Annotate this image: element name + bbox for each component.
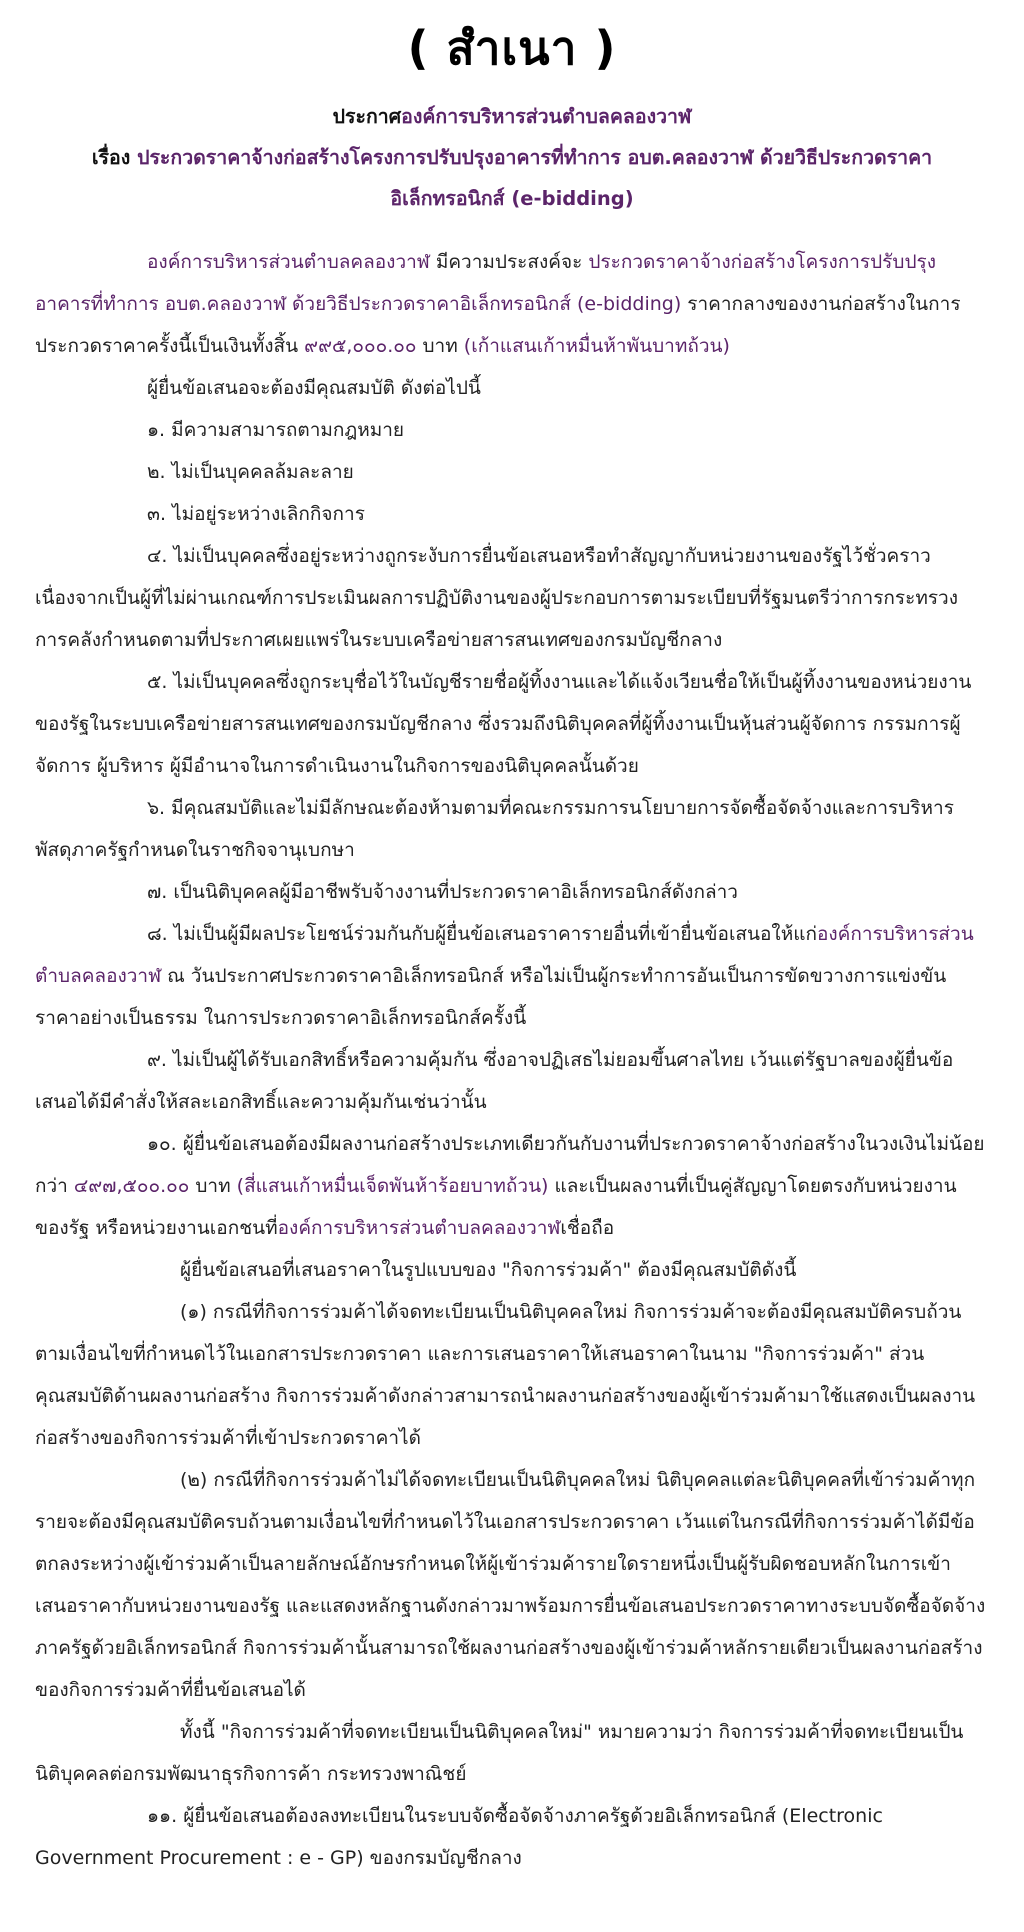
joint-venture-clause-2: (๒) กรณีที่กิจการร่วมค้าไม่ได้จดทะเบียนเป็นนิติบุคคลใหม่ นิติบุคคลแต่ละนิติบุคคลที่เข้าร่วมค้าทุกรายจะต้องมีคุณสมบัติครบถ้วนตามเงื่อนไขที่กำหนดไว้ในเอกสารประกวดราคา เว้นแต่ในกรณีที่กิจการร่วมค้าได้มีข้อตกลงระหว่างผู้เข้าร่วมค้าเป็นลายลักษณ์อักษรกำหนดให้ผู้เข้าร่วมค้ารายใดรายหนึ่งเป็นผู้รับผิดชอบหลักในการเข้าเสนอราคากับหน่วยงานของรัฐ และแสดงหลักฐานดังกล่าวมาพร้อมการยื่นข้อเสนอประกวดราคาทางระบบจัดซื้อจัดจ้างภาครัฐด้วยอิเล็กทรอนิกส์ กิจการร่วมค้านั้นสามารถใช้ผลงานก่อสร้างของผู้เข้าร่วมค้าหลักรายเดียวเป็นผลงานก่อสร้างของกิจการร่วมค้าที่ยื่นข้อเสนอได้ [35, 1469, 986, 1701]
joint-venture-definition: ทั้งนี้ "กิจการร่วมค้าที่จดทะเบียนเป็นนิติบุคคลใหม่" หมายความว่า กิจการร่วมค้าที่จดทะเบียนเป็นนิติบุคคลต่อกรมพัฒนาธุรกิจการค้า กระทรวงพาณิชย์ [35, 1721, 964, 1785]
copy-title: ( สำเนา ) [407, 21, 617, 75]
heading-org-name: องค์การบริหารส่วนตำบลคลองวาฬ [401, 105, 692, 128]
intro-org-name: องค์การบริหารส่วนตำบลคลองวาฬ [147, 251, 430, 273]
qualification-item-4: ๔. ไม่เป็นบุคคลซึ่งอยู่ระหว่างถูกระงับการยื่นข้อเสนอหรือทำสัญญากับหน่วยงานของรัฐไว้ชั่วคราว เนื่องจากเป็นผู้ที่ไม่ผ่านเกณฑ์การประเมินผลการปฏิบัติงานของผู้ประกอบการตามระเบียบที่รัฐมนตรีว่าการกระทรวงการคลังกำหนดตามที่ประกาศเผยแพร่ในระบบเครือข่ายสารสนเทศของกรมบัญชีกลาง [35, 545, 959, 651]
qualification-item-5: ๕. ไม่เป็นบุคคลซึ่งถูกระบุชื่อไว้ในบัญชีรายชื่อผู้ทิ้งงานและได้แจ้งเวียนชื่อให้เป็นผู้ทิ้งงานของหน่วยงานของรัฐในระบบเครือข่ายสารสนเทศของกรมบัญชีกลาง ซึ่งรวมถึงนิติบุคคลที่ผู้ทิ้งงานเป็นหุ้นส่วนผู้จัดการ กรรมการผู้จัดการ ผู้บริหาร ผู้มีอำนาจในการดำเนินงานในกิจการของนิติบุคคลนั้นด้วย [35, 671, 972, 777]
intro-amount: ๙๙๕,๐๐๐.๐๐ [304, 335, 417, 357]
qualification-intro: ผู้ยื่นข้อเสนอจะต้องมีคุณสมบัติ ดังต่อไปนี้ [147, 377, 481, 399]
subject-text: ประกวดราคาจ้างก่อสร้างโครงการปรับปรุงอาคารที่ทำการ อบต.คลองวาฬ ด้วยวิธีประกวดราคา [137, 146, 933, 169]
qualification-item-9: ๙. ไม่เป็นผู้ได้รับเอกสิทธิ์หรือความคุ้มกัน ซึ่งอาจปฏิเสธไม่ยอมขึ้นศาลไทย เว้นแต่รัฐบาลของผู้ยื่นข้อเสนอได้มีคำสั่งให้สละเอกสิทธิ์และความคุ้มกันเช่นว่านั้น [35, 1049, 954, 1113]
intro-amount-text: (เก้าแสนเก้าหมื่นห้าพันบาทถ้วน) [463, 335, 730, 357]
item10-amount: ๔๙๗,๕๐๐.๐๐ [73, 1175, 190, 1197]
item10-text-2: บาท [189, 1175, 237, 1197]
intro-text-3: บาท [416, 335, 464, 357]
qualification-item-11: ๑๑. ผู้ยื่นข้อเสนอต้องลงทะเบียนในระบบจัดซื้อจัดจ้างภาครัฐด้วยอิเล็กทรอนิกส์ (Electronic Government Procurement : e - GP) ของกรมบัญชีกลาง [35, 1805, 883, 1869]
item8-text-1: ๘. ไม่เป็นผู้มีผลประโยชน์ร่วมกันกับผู้ยื่นข้อเสนอราคารายอื่นที่เข้ายื่นข้อเสนอให้แก่ [147, 923, 817, 945]
qualification-item-2: ๒. ไม่เป็นบุคคลล้มละลาย [147, 461, 354, 483]
joint-venture-clause-1: (๑) กรณีที่กิจการร่วมค้าได้จดทะเบียนเป็นนิติบุคคลใหม่ กิจการร่วมค้าจะต้องมีคุณสมบัติครบถ้วนตามเงื่อนไขที่กำหนดไว้ในเอกสารประกวดราคา และการเสนอราคาให้เสนอราคาในนาม "กิจการร่วมค้า" ส่วนคุณสมบัติด้านผลงานก่อสร้าง กิจการร่วมค้าดังกล่าวสามารถนำผลงานก่อสร้างของผู้เข้าร่วมค้ามาใช้แสดงเป็นผลงานก่อสร้างของกิจการร่วมค้าที่เข้าประกวดราคาได้ [35, 1301, 976, 1449]
qualification-item-7: ๗. เป็นนิติบุคคลผู้มีอาชีพรับจ้างงานที่ประกวดราคาอิเล็กทรอนิกส์ดังกล่าว [147, 881, 738, 903]
qualification-item-10 [35, 1123, 989, 1249]
intro-paragraph [35, 241, 989, 367]
qualification-item-1: ๑. มีความสามารถตามกฎหมาย [147, 419, 405, 441]
qualification-item-8 [35, 913, 989, 1039]
joint-venture-intro: ผู้ยื่นข้อเสนอที่เสนอราคาในรูปแบบของ "กิจการร่วมค้า" ต้องมีคุณสมบัติดังนี้ [180, 1259, 797, 1281]
qualification-item-3: ๓. ไม่อยู่ระหว่างเลิกกิจการ [147, 503, 365, 525]
announcement-heading [35, 96, 989, 219]
announcement-body [35, 241, 989, 1879]
heading-line-1 [35, 96, 989, 137]
announcement-document [0, 18, 1024, 1879]
item8-org-name: องค์การบริหารส่วนตำบลคลองวาฬ [35, 923, 974, 987]
intro-text-2: ราคากลางของงานก่อสร้างในการประกวดราคาครั้งนี้เป็นเงินทั้งสิ้น [35, 293, 961, 357]
intro-project-name: ประกวดราคาจ้างก่อสร้างโครงการปรับปรุงอาคารที่ทำการ อบต.คลองวาฬ ด้วยวิธีประกวดราคาอิเล็กทรอนิกส์ (e-bidding) [35, 251, 936, 315]
item10-text-3: และเป็นผลงานที่เป็นคู่สัญญาโดยตรงกับหน่วยงานของรัฐ หรือหน่วยงานเอกชนที่ [35, 1175, 957, 1239]
item10-org-name: องค์การบริหารส่วนตำบลคลองวาฬ [277, 1217, 561, 1239]
item10-amount-text: (สี่แสนเก้าหมื่นเจ็ดพันห้าร้อยบาทถ้วน) [236, 1175, 549, 1197]
subject-label: เรื่อง [91, 146, 131, 169]
item8-text-2: ณ วันประกาศประกวดราคาอิเล็กทรอนิกส์ หรือไม่เป็นผู้กระทำการอันเป็นการขัดขวางการแข่งขันราคาอย่างเป็นธรรม ในการประกวดราคาอิเล็กทรอนิกส์ครั้งนี้ [35, 965, 947, 1029]
qualification-item-6: ๖. มีคุณสมบัติและไม่มีลักษณะต้องห้ามตามที่คณะกรรมการนโยบายการจัดซื้อจัดจ้างและการบริหารพัสดุภาครัฐกำหนดในราชกิจจานุเบกษา [35, 797, 954, 861]
heading-prefix: ประกาศ [332, 105, 402, 128]
intro-text-1: มีความประสงค์จะ [429, 251, 589, 273]
item10-text-1: ๑๐. ผู้ยื่นข้อเสนอต้องมีผลงานก่อสร้างประเภทเดียวกันกับงานที่ประกวดราคาจ้างก่อสร้างในวงเงินไม่น้อยกว่า [35, 1133, 985, 1197]
heading-line-3: อิเล็กทรอนิกส์ (e-bidding) [390, 187, 634, 210]
item10-text-4: เชื่อถือ [560, 1217, 615, 1239]
heading-line-2 [35, 137, 989, 178]
